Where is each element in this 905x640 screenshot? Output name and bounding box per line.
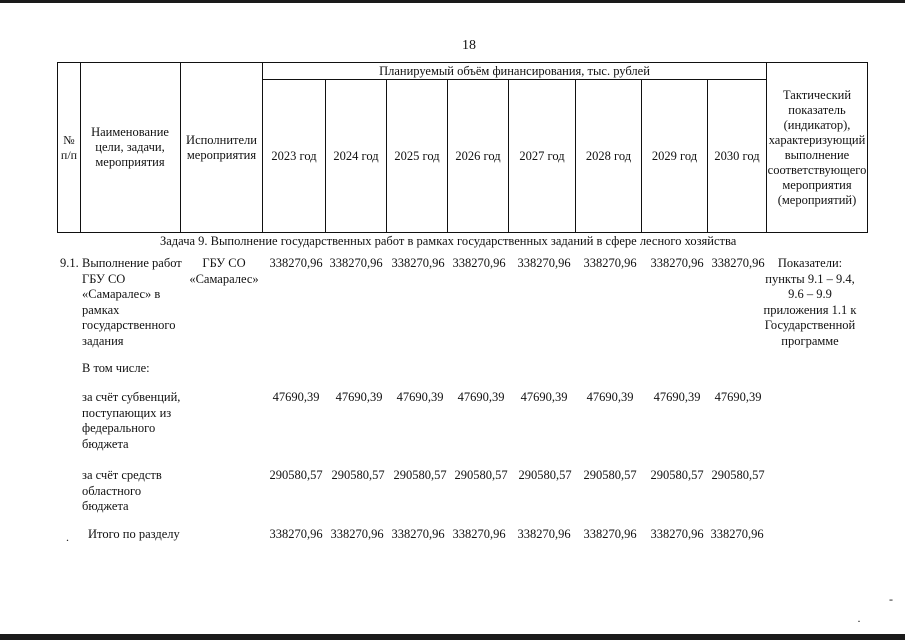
value-2025: 338270,96 [391,527,445,541]
row-name: за счёт субвенций, поступающих из федерального бюджета [82,390,181,451]
header-year-2024: 2024 год [333,148,379,163]
col-border [867,62,868,233]
value-2030: 338270,96 [710,527,764,541]
header-year-2025: 2025 год [394,148,440,163]
value-2026: 338270,96 [452,256,506,270]
including-label: В том числе: [82,361,150,375]
value-2027: 338270,96 [517,256,571,270]
value-2027: 47690,39 [520,390,568,404]
value-2028: 338270,96 [583,256,637,270]
row-executor: ГБУ СО «Самаралес» [189,256,259,286]
page-number: 18 [462,38,476,53]
header-year-2027: 2027 год [519,148,565,163]
value-2030: 338270,96 [711,256,765,270]
header-year-2028: 2028 год [585,148,632,163]
value-2029: 47690,39 [653,390,701,404]
row-indicator: Показатели: пункты 9.1 – 9.4, 9.6 – 9.9 приложения 1.1 к Государственной программе [763,256,857,348]
col-border [80,62,81,233]
value-2028: 290580,57 [583,468,637,482]
header-num: № п/п [60,132,78,162]
scan-speck: . [66,530,69,544]
value-2023: 338270,96 [269,256,323,270]
header-funding-title: Планируемый объём финансирования, тыс. рублей [379,63,650,78]
value-2024: 290580,57 [331,468,385,482]
value-2025: 47690,39 [396,390,444,404]
value-2026: 290580,57 [454,468,508,482]
value-2029: 338270,96 [650,256,704,270]
value-2027: 338270,96 [517,527,571,541]
value-2024: 47690,39 [335,390,383,404]
value-2029: 290580,57 [650,468,704,482]
header-year-2023: 2023 год [271,148,317,163]
row-name: Выполнение работ ГБУ СО «Самаралес» в рамках государственного задания [82,256,182,348]
scan-top-edge [0,0,905,3]
scan-bottom-edge [0,634,905,640]
value-2023: 47690,39 [272,390,320,404]
value-2027: 290580,57 [518,468,572,482]
row-number: 9.1. [60,256,79,270]
row-name: Итого по разделу [88,527,180,541]
value-2029: 338270,96 [650,527,704,541]
value-2023: 290580,57 [269,468,323,482]
value-2028: 47690,39 [586,390,634,404]
value-2026: 338270,96 [452,527,506,541]
value-2025: 290580,57 [393,468,447,482]
header-year-2030: 2030 год [714,148,760,163]
value-2026: 47690,39 [457,390,505,404]
header-bottom-border [57,232,868,233]
value-2025: 338270,96 [391,256,445,270]
value-2028: 338270,96 [583,527,637,541]
value-2023: 338270,96 [269,527,323,541]
value-2024: 338270,96 [329,256,383,270]
task-title: Задача 9. Выполнение государственных работ в рамках государственных заданий в сфере лесного хозяйства [160,234,737,248]
row-name: за счёт средств областного бюджета [82,468,162,513]
value-2024: 338270,96 [330,527,384,541]
header-executors: Исполнители мероприятия [186,132,257,162]
header-year-2029: 2029 год [651,148,698,163]
scan-speck: - [889,592,893,606]
header-name: Наименование цели, задачи, мероприятия [91,125,169,169]
value-2030: 47690,39 [714,390,762,404]
header-year-2026: 2026 год [455,148,501,163]
header-indicator: Тактический показатель (индикатор), характеризующий выполнение соответствующего мероприятия (мероприятий) [767,87,867,207]
scan-speck: · [857,614,861,628]
value-2030: 290580,57 [711,468,765,482]
